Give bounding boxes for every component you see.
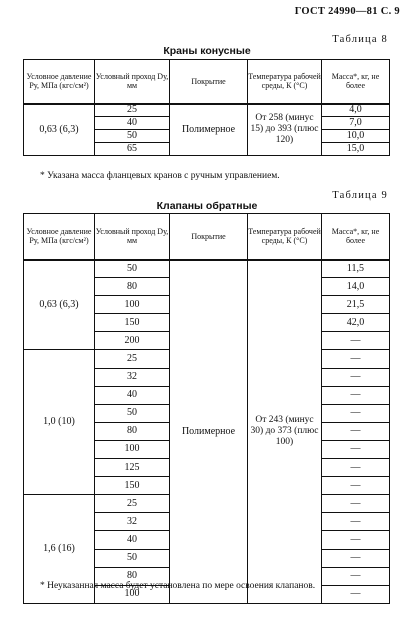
diameter-cell: 25 bbox=[95, 104, 170, 117]
table8-title: Краны конусные bbox=[163, 45, 251, 57]
diameter-cell: 125 bbox=[95, 459, 170, 477]
header-temperature: Температура рабочей среды, К (°С) bbox=[248, 214, 322, 260]
mass-cell: 14,0 bbox=[322, 278, 390, 296]
mass-cell: — bbox=[322, 567, 390, 585]
header-mass: Масса*, кг, не более bbox=[322, 60, 390, 104]
diameter-cell: 50 bbox=[95, 260, 170, 278]
coating-cell: Полимерное bbox=[170, 260, 248, 604]
diameter-cell: 80 bbox=[95, 567, 170, 585]
pressure-cell: 0,63 (6,3) bbox=[24, 104, 95, 156]
mass-cell: — bbox=[322, 332, 390, 350]
table8-label: Таблица 8 bbox=[332, 34, 388, 45]
diameter-cell: 25 bbox=[95, 495, 170, 513]
diameter-cell: 32 bbox=[95, 368, 170, 386]
coating-cell: Полимерное bbox=[170, 104, 248, 156]
temperature-cell: От 243 (минус 30) до 373 (плюс 100) bbox=[248, 260, 322, 604]
header-pressure: Условное давление Pу, МПа (кгс/см²) bbox=[24, 214, 95, 260]
mass-cell: 11,5 bbox=[322, 260, 390, 278]
diameter-cell: 25 bbox=[95, 350, 170, 368]
mass-cell: — bbox=[322, 549, 390, 567]
diameter-cell: 100 bbox=[95, 440, 170, 458]
header-temperature: Температура рабочей среды, К (°С) bbox=[248, 60, 322, 104]
header-pressure: Условное давление Pу, МПа (кгс/см²) bbox=[24, 60, 95, 104]
mass-cell: 21,5 bbox=[322, 296, 390, 314]
mass-cell: — bbox=[322, 440, 390, 458]
mass-cell: — bbox=[322, 404, 390, 422]
table8-footnote: * Указана масса фланцевых кранов с ручным управлением. bbox=[40, 171, 280, 181]
table9 bbox=[23, 213, 390, 604]
diameter-cell: 40 bbox=[95, 531, 170, 549]
table9-footnote: * Неуказанная масса будет установлена по мере освоения клапанов. bbox=[40, 581, 316, 591]
mass-cell: — bbox=[322, 531, 390, 549]
table8 bbox=[23, 59, 390, 156]
diameter-cell: 150 bbox=[95, 314, 170, 332]
mass-cell: 15,0 bbox=[322, 143, 390, 156]
diameter-cell: 65 bbox=[95, 143, 170, 156]
mass-cell: — bbox=[322, 350, 390, 368]
diameter-cell: 100 bbox=[95, 296, 170, 314]
diameter-cell: 50 bbox=[95, 549, 170, 567]
header-mass: Масса*, кг, не более bbox=[322, 214, 390, 260]
page-header: ГОСТ 24990—81 С. 9 bbox=[294, 6, 400, 17]
mass-cell: 10,0 bbox=[322, 130, 390, 143]
mass-cell: 42,0 bbox=[322, 314, 390, 332]
mass-cell: — bbox=[322, 495, 390, 513]
diameter-cell: 50 bbox=[95, 130, 170, 143]
diameter-cell: 80 bbox=[95, 278, 170, 296]
mass-cell: — bbox=[322, 459, 390, 477]
diameter-cell: 200 bbox=[95, 332, 170, 350]
pressure-cell: 1,0 (10) bbox=[24, 350, 95, 495]
mass-cell: 7,0 bbox=[322, 117, 390, 130]
table8-header-row bbox=[24, 60, 390, 104]
diameter-cell: 150 bbox=[95, 477, 170, 495]
mass-cell: — bbox=[322, 585, 390, 603]
temperature-cell: От 258 (минус 15) до 393 (плюс 120) bbox=[248, 104, 322, 156]
pressure-cell: 1,6 (16) bbox=[24, 495, 95, 604]
mass-cell: — bbox=[322, 513, 390, 531]
pressure-cell: 0,63 (6,3) bbox=[24, 260, 95, 350]
table-row bbox=[24, 104, 390, 117]
table9-title: Клапаны обратные bbox=[156, 200, 258, 212]
header-coating: Покрытие bbox=[170, 60, 248, 104]
mass-cell: — bbox=[322, 368, 390, 386]
mass-cell: — bbox=[322, 477, 390, 495]
mass-cell: — bbox=[322, 386, 390, 404]
header-diameter: Условный проход Dу, мм bbox=[95, 214, 170, 260]
header-diameter: Условный проход Dу, мм bbox=[95, 60, 170, 104]
diameter-cell: 40 bbox=[95, 386, 170, 404]
mass-cell: 4,0 bbox=[322, 104, 390, 117]
diameter-cell: 40 bbox=[95, 117, 170, 130]
table9-header-row bbox=[24, 214, 390, 260]
mass-cell: — bbox=[322, 422, 390, 440]
diameter-cell: 80 bbox=[95, 422, 170, 440]
header-coating: Покрытие bbox=[170, 214, 248, 260]
diameter-cell: 32 bbox=[95, 513, 170, 531]
diameter-cell: 50 bbox=[95, 404, 170, 422]
diameter-cell: 100 bbox=[95, 585, 170, 603]
table-row bbox=[24, 260, 390, 278]
table9-label: Таблица 9 bbox=[332, 190, 388, 201]
